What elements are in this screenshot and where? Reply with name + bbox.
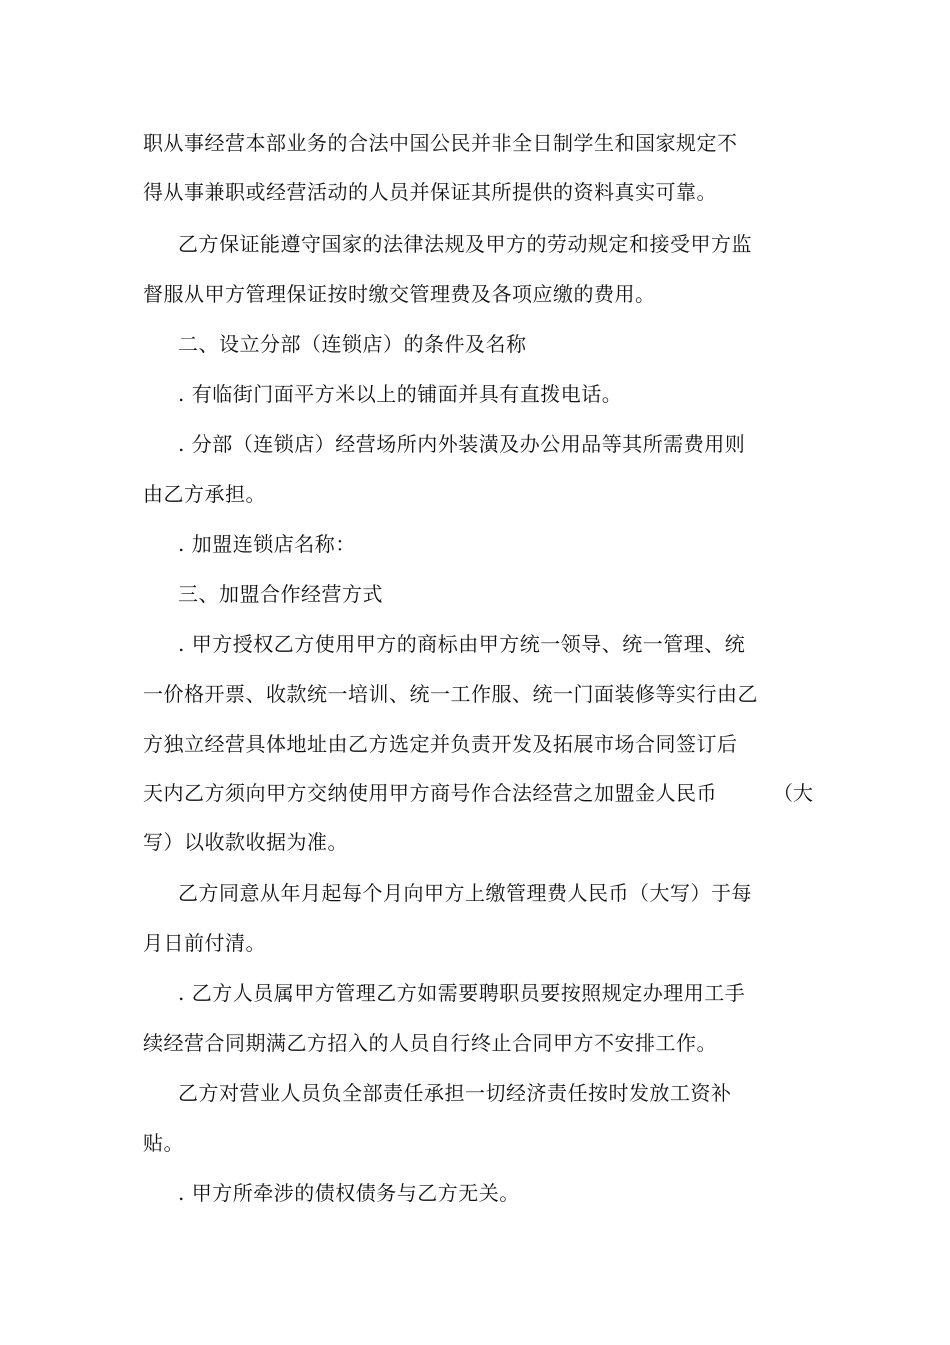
- text-line: 得从事兼职或经营活动的人员并保证其所提供的资料真实可靠。: [143, 180, 717, 204]
- text-line: 写）以收款收据为准。: [143, 830, 348, 854]
- text-line: 月日前付清。: [143, 931, 266, 955]
- text-line: 职从事经营本部业务的合法中国公民并非全日制学生和国家规定不: [143, 131, 738, 155]
- text-line: 天内乙方须向甲方交纳使用甲方商号作合法经营之加盟金人民币: [143, 781, 717, 805]
- text-line: 一价格开票、收款统一培训、统一工作服、统一门面装修等实行由乙: [143, 682, 758, 706]
- text-line: 乙方对营业人员负全部责任承担一切经济责任按时发放工资补: [178, 1081, 732, 1105]
- text-line: 贴。: [143, 1131, 184, 1155]
- text-line: 方独立经营具体地址由乙方选定并负责开发及拓展市场合同签订后: [143, 732, 738, 756]
- text-line: 乙方同意从年月起每个月向甲方上缴管理费人民币（大写）于每: [178, 881, 752, 905]
- text-line: 乙方保证能遵守国家的法律法规及甲方的劳动规定和接受甲方监: [178, 232, 752, 256]
- list-item: . 乙方人员属甲方管理乙方如需要聘职员要按照规定办理用工手: [178, 981, 746, 1005]
- list-item: . 有临街门面平方米以上的铺面并具有直拨电话。: [178, 382, 623, 406]
- list-item: . 甲方授权乙方使用甲方的商标由甲方统一领导、统一管理、统: [178, 632, 746, 656]
- section-heading: 三、加盟合作经营方式: [178, 582, 383, 606]
- section-heading: 二、设立分部（连锁店）的条件及名称: [178, 332, 527, 356]
- trailing-fragment: （大: [773, 781, 813, 805]
- text-line: 续经营合同期满乙方招入的人员自行终止合同甲方不安排工作。: [143, 1031, 717, 1055]
- list-item: . 甲方所牵涉的债权债务与乙方无关。: [178, 1181, 520, 1205]
- text-line: 由乙方承担。: [143, 482, 266, 506]
- text-line: 督服从甲方管理保证按时缴交管理费及各项应缴的费用。: [143, 282, 656, 306]
- list-item: . 加盟连锁店名称：: [178, 532, 356, 556]
- list-item: . 分部（连锁店）经营场所内外装潢及办公用品等其所需费用则: [178, 432, 746, 456]
